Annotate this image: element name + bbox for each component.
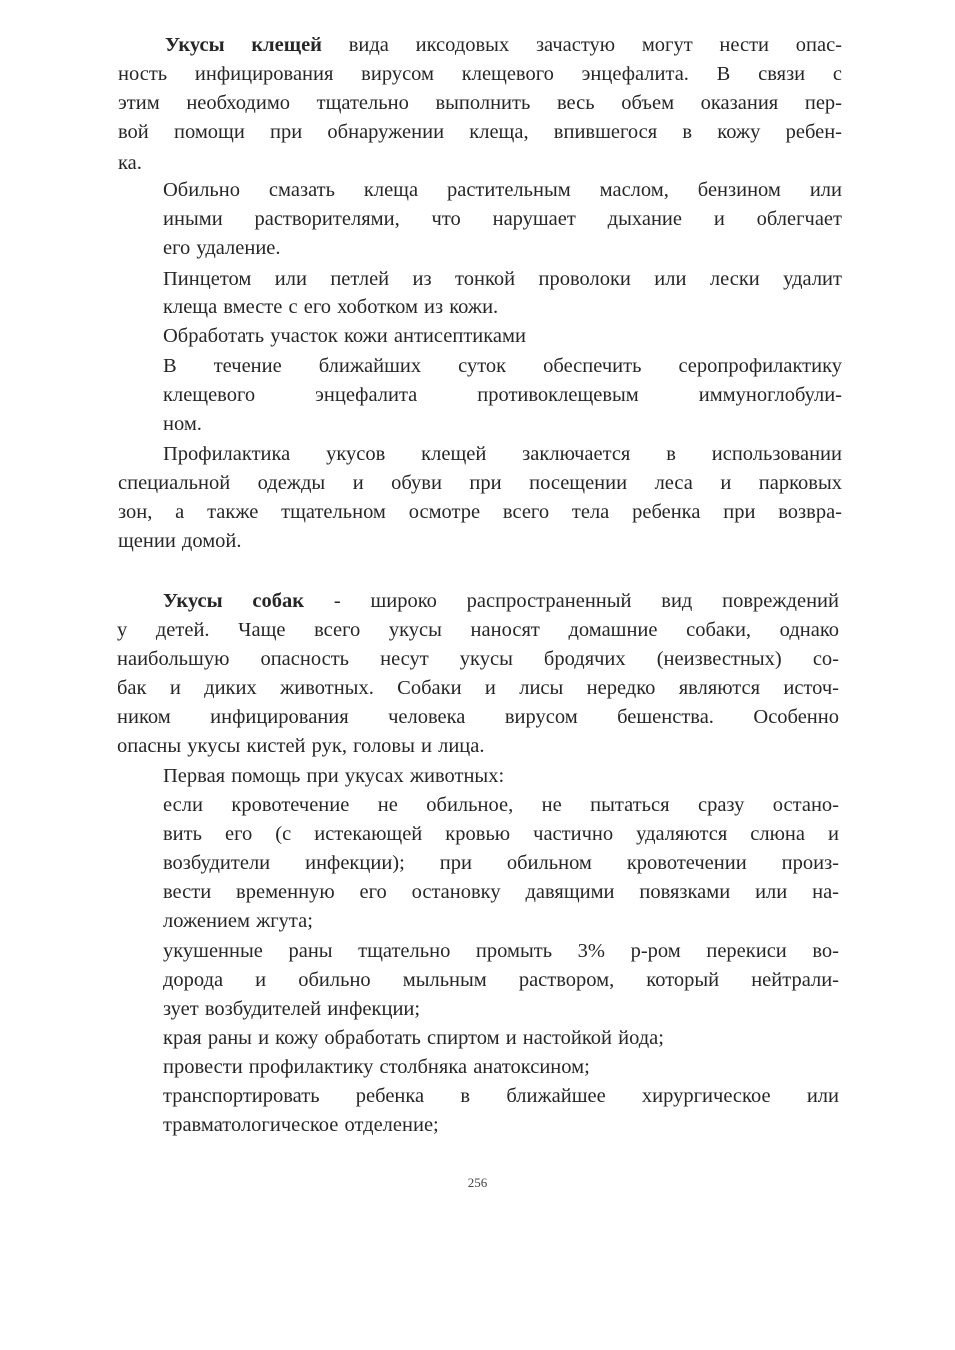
ticks-step-4-line-2: клещевого энцефалита противоклещевым иммуноглобули- bbox=[163, 384, 842, 406]
first-aid-1-line-3: возбудители инфекции); при обильном кровотечении произ- bbox=[163, 852, 839, 874]
ticks-step-3-line-1: Обработать участок кожи антисептиками bbox=[163, 325, 526, 347]
dogs-intro-line-4: бак и диких животных. Собаки и лисы нередко являются источ- bbox=[117, 677, 839, 699]
ticks-prevention-line-1: Профилактика укусов клещей заключается в использовании bbox=[163, 443, 842, 465]
dogs-intro-line-1: Укусы собак - широко распространенный вид повреждений bbox=[163, 590, 839, 612]
ticks-step-1-line-1: Обильно смазать клеща растительным маслом, бензином или bbox=[163, 179, 842, 201]
ticks-prevention-line-3: зон, а также тщательном осмотре всего тела ребенка при возвра- bbox=[118, 501, 842, 523]
first-aid-1-line-5: ложением жгута; bbox=[163, 910, 313, 932]
first-aid-2-line-3: зует возбудителей инфекции; bbox=[163, 998, 421, 1020]
first-aid-1-line-1: если кровотечение не обильное, не пытаться сразу остано- bbox=[163, 794, 839, 816]
ticks-intro-line-3: этим необходимо тщательно выполнить весь объем оказания пер- bbox=[118, 92, 842, 114]
dogs-intro-line-6: опасны укусы кистей рук, головы и лица. bbox=[117, 735, 485, 757]
ticks-step-2-line-1: Пинцетом или петлей из тонкой проволоки или лески удалит bbox=[163, 268, 842, 290]
ticks-prevention-line-4: щении домой. bbox=[118, 530, 242, 552]
ticks-step-1-line-3: его удаление. bbox=[163, 237, 281, 259]
dogs-intro-line-5: ником инфицирования человека вирусом бешенства. Особенно bbox=[117, 706, 839, 728]
ticks-intro-line-4: вой помощи при обнаружении клеща, впившегося в кожу ребен- bbox=[118, 121, 842, 143]
ticks-prevention-line-2: специальной одежды и обуви при посещении леса и парковых bbox=[118, 472, 842, 494]
ticks-intro-line-2: ность инфицирования вирусом клещевого энцефалита. В связи с bbox=[118, 63, 842, 85]
first-aid-5-line-1: транспортировать ребенка в ближайшее хирургическое или bbox=[163, 1085, 839, 1107]
page-number: 256 bbox=[467, 1175, 488, 1190]
dogs-heading: Укусы собак bbox=[163, 590, 305, 612]
first-aid-2-line-2: дорода и обильно мыльным раствором, который нейтрали- bbox=[163, 969, 839, 991]
ticks-heading: Укусы клещей bbox=[165, 34, 322, 56]
ticks-step-1-line-2: иными растворителями, что нарушает дыхание и облегчает bbox=[163, 208, 842, 230]
first-aid-5-line-2: травматологическое отделение; bbox=[163, 1114, 439, 1136]
first-aid-3-line-1: края раны и кожу обработать спиртом и настойкой йода; bbox=[163, 1027, 664, 1049]
ticks-step-4-line-3: ном. bbox=[163, 413, 202, 435]
ticks-intro-line-1: Укусы клещей вида иксодовых зачастую могут нести опас- bbox=[165, 34, 842, 56]
dogs-intro-line-2: у детей. Чаще всего укусы наносят домашние собаки, однако bbox=[117, 619, 839, 641]
first-aid-2-line-1: укушенные раны тщательно промыть 3% р-ром перекиси во- bbox=[163, 940, 839, 962]
first-aid-1-line-4: вести временную его остановку давящими повязками или на- bbox=[163, 881, 839, 903]
ticks-intro-line-5: ка. bbox=[118, 152, 142, 174]
first-aid-title: Первая помощь при укусах животных: bbox=[163, 765, 505, 787]
dogs-intro-line-3: наибольшую опасность несут укусы бродячих (неизвестных) со- bbox=[117, 648, 839, 670]
ticks-step-4-line-1: В течение ближайших суток обеспечить серопрофилактику bbox=[163, 355, 842, 377]
first-aid-1-line-2: вить его (с истекающей кровью частично удаляются слюна и bbox=[163, 823, 839, 845]
ticks-step-2-line-2: клеща вместе с его хоботком из кожи. bbox=[163, 296, 499, 318]
first-aid-4-line-1: провести профилактику столбняка анатоксином; bbox=[163, 1056, 590, 1078]
